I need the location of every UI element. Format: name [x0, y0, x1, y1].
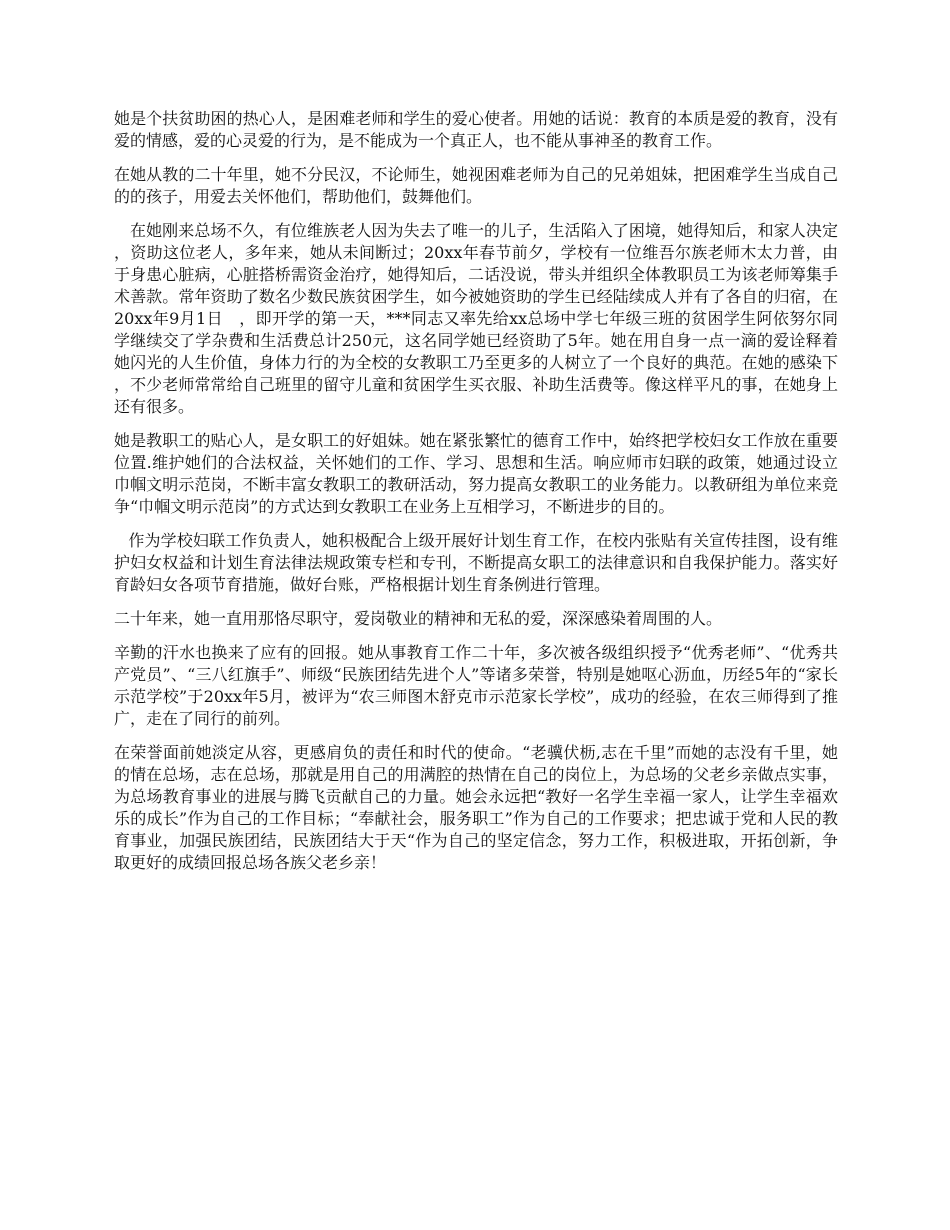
- paragraph-assistance-stories: 在她刚来总场不久，有位维族老人因为失去了唯一的儿子，生活陷入了困境，她得知后，和家人决定，资助这位老人，多年来，她从未间断过；20xx年春节前夕，学校有一位维吾尔族老师木太力普，由于身患心脏病，心脏搭桥需资金治疗，她得知后，二话没说，带头并组织全体教职员工为该老师筹集手术善款。常年资助了数名少数民族贫困学生，如今被她资助的学生已经陆续成人并有了各自的归宿，在 20xx年9月1日 ，即开学的第一天，***同志又率先给xx总场中学七年级三班的贫困学生阿依努尔同学继续交了学杂费和生活费总计250元，这名同学她已经资助了5年。她在用自身一点一滴的爱诠释着她闪光的人生价值，身体力行的为全校的女教职工乃至更多的人树立了一个良好的典范。在她的感染下，不少老师常常给自己班里的留守儿童和贫困学生买衣服、补助生活费等。像这样平凡的事，在她身上还有很多。: [114, 221, 855, 416]
- paragraph-twenty-years-dedication: 二十年来，她一直用那恪尽职守，爱岗敬业的精神和无私的爱，深深感染着周围的人。: [114, 609, 723, 628]
- paragraph-female-staff: 她是教职工的贴心人，是女职工的好姐妹。她在紧张繁忙的德育工作中，始终把学校妇女工作放在重要位置.维护她们的合法权益，关怀她们的工作、学习、思想和生活。响应师市妇联的政策，她通过设立巾帼文明示范岗，不断丰富女教职工的教研活动，努力提高女教职工的业务能力。以教研组为单位来竞争“巾帼文明示范岗”的方式达到女教职工在业务上互相学习，不断进步的目的。: [114, 431, 838, 516]
- paragraph-helper-role: 她是个扶贫助困的热心人，是困难老师和学生的爱心使者。用她的话说：教育的本质是爱的教育，没有爱的情感，爱的心灵爱的行为，是不能成为一个真正人，也不能从事神圣的教育工作。: [114, 109, 838, 150]
- paragraph-future-goals: 在荣誉面前她淡定从容，更感肩负的责任和时代的使命。“老骥伏枥,志在千里”而她的志没有千里，她的情在总场，志在总场，那就是用自己的用满腔的热情在自己的岗位上，为总场的父老乡亲做点实事，为总场教育事业的进展与腾飞贡献自己的力量。她会永远把“教好一名学生幸福一家人，让学生幸福欢乐的成长”作为自己的工作目标；“奉献社会，服务职工”作为自己的工作要求；把忠诚于党和人民的教育事业，加强民族团结，民族团结大于天“作为自己的坚定信念，努力工作，积极进取，开拓创新，争取更好的成绩回报总场各族父老乡亲！: [114, 743, 838, 872]
- paragraph-twenty-years-care: 在她从教的二十年里，她不分民汉，不论师生，她视困难老师为自己的兄弟姐妹，把困难学生当成自己的的孩子，用爱去关怀他们，帮助他们，鼓舞他们。: [114, 165, 838, 206]
- paragraph-womens-federation: 作为学校妇联工作负责人，她积极配合上级开展好计划生育工作，在校内张贴有关宣传挂图，设有维护妇女权益和计划生育法律法规政策专栏和专刊，不断提高女职工的法律意识和自我保护能力。落实好育龄妇女各项节育措施，做好台账，严格根据计划生育条例进行管理。: [114, 531, 838, 594]
- paragraph-honors: 辛勤的汗水也换来了应有的回报。她从事教育工作二十年，多次被各级组织授予“优秀老师”、“优秀共产党员”、“三八红旗手”、师级“民族团结先进个人”等诸多荣誉，特别是她呕心沥血，历经5年的“家长示范学校”于20xx年5月，被评为“农三师图木舒克市示范家长学校”，成功的经验，在农三师得到了推广，走在了同行的前列。: [114, 643, 838, 728]
- document-body: [114, 108, 855, 886]
